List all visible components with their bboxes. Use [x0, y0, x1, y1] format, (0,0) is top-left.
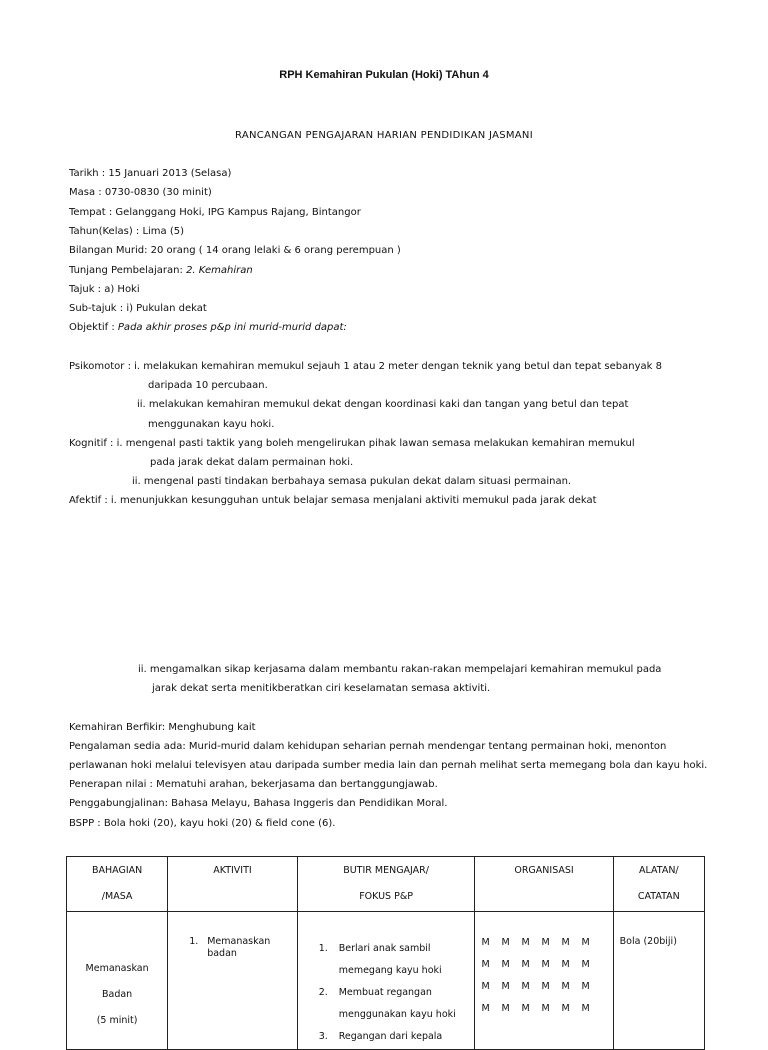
info-tempat: Tempat : Gelanggang Hoki, IPG Kampus Rajang, Bintangor — [69, 207, 361, 218]
butir-item — [319, 938, 474, 982]
header-organisasi — [475, 857, 613, 912]
bahagian-line1: Memanaskan — [85, 963, 149, 974]
player-marker: M — [561, 959, 570, 970]
header-aktiviti — [168, 857, 298, 912]
aktiviti-item — [189, 936, 296, 960]
psikomotor-2a: ii. melakukan kemahiran memukul dekat dengan koordinasi kaki dan tangan yang betul dan tepat — [137, 399, 629, 410]
player-marker: M — [481, 1003, 490, 1014]
alatan-text: Bola (20biji) — [619, 936, 677, 947]
bspp: BSPP : Bola hoki (20), kayu hoki (20) & field cone (6). — [69, 818, 336, 829]
afektif-2a: ii. mengamalkan sikap kerjasama dalam membantu rakan-rakan mempelajari kemahiran memukul pada — [138, 664, 662, 675]
kognitif-1b: pada jarak dekat dalam permainan hoki. — [150, 457, 354, 468]
player-marker: M — [581, 1003, 590, 1014]
header-butir-line2: FOKUS P&P — [359, 891, 413, 902]
pengalaman-line-2: perlawanan hoki melalui televisyen atau daripada sumber media lain dan pernah melihat serta memegang bola dan kayu hoki. — [69, 760, 708, 771]
objektif-label: Objektif : — [69, 322, 115, 333]
player-marker: M — [501, 981, 510, 992]
player-marker: M — [501, 1003, 510, 1014]
player-marker: M — [541, 981, 550, 992]
player-marker: M — [481, 981, 490, 992]
aktiviti-number: 1. — [189, 936, 199, 947]
document-title: RPH Kemahiran Pukulan (Hoki) TAhun 4 — [279, 69, 489, 81]
info-tajuk: Tajuk : a) Hoki — [69, 284, 140, 295]
player-marker: M — [561, 1003, 570, 1014]
butir-line1: Berlari anak sambil — [338, 943, 431, 954]
header-alatan-line2: CATATAN — [637, 891, 680, 902]
player-marker: M — [521, 959, 530, 970]
header-alatan — [613, 857, 704, 912]
butir-line2: menggunakan kayu hoki — [338, 1009, 456, 1020]
info-tahun: Tahun(Kelas) : Lima (5) — [69, 226, 185, 237]
player-marker: M — [501, 959, 510, 970]
player-marker: M — [561, 981, 570, 992]
butir-item — [319, 1026, 474, 1048]
organisasi-formation — [476, 913, 611, 1014]
penggabungjalinan: Penggabungjalinan: Bahasa Melayu, Bahasa Inggeris dan Pendidikan Moral. — [69, 798, 448, 809]
psikomotor-2b: menggunakan kayu hoki. — [148, 419, 275, 430]
pengalaman-line-1: Pengalaman sedia ada: Murid-murid dalam kehidupan seharian pernah mendengar tentang permainan hoki, menonton — [69, 741, 667, 752]
bahagian-line2: Badan — [101, 989, 133, 1000]
psikomotor-1b: daripada 10 percubaan. — [148, 380, 268, 391]
header-organisasi-text: ORGANISASI — [514, 865, 574, 876]
header-bahagian — [67, 857, 168, 912]
tunjang-label: Tunjang Pembelajaran: — [69, 265, 183, 276]
info-tunjang — [69, 264, 253, 278]
header-bahagian-line1: BAHAGIAN — [91, 865, 143, 876]
info-masa: Masa : 0730-0830 (30 minit) — [69, 187, 212, 198]
info-subtajuk: Sub-tajuk : i) Pukulan dekat — [69, 303, 207, 314]
aktiviti-text: Memanaskan badan — [207, 936, 271, 959]
butir-number: 1. — [318, 943, 328, 954]
player-marker: M — [541, 937, 550, 948]
butir-number: 2. — [318, 987, 328, 998]
info-objektif — [69, 321, 347, 335]
player-marker: M — [541, 1003, 550, 1014]
bahagian-line3: (5 minit) — [96, 1015, 138, 1026]
table-row — [67, 912, 705, 1050]
afektif-2b: jarak dekat serta menitikberatkan ciri keselamatan semasa aktiviti. — [152, 683, 491, 694]
penerapan-nilai: Penerapan nilai : Mematuhi arahan, bekerjasama dan bertanggungjawab. — [69, 779, 438, 790]
player-marker: M — [521, 937, 530, 948]
kognitif-2: ii. mengenal pasti tindakan berbahaya semasa pukulan dekat dalam situasi permainan. — [132, 476, 572, 487]
cell-bahagian — [67, 912, 168, 1050]
butir-line1: Regangan dari kepala — [338, 1031, 443, 1042]
player-marker: M — [581, 981, 590, 992]
cell-butir — [297, 912, 475, 1050]
butir-number: 3. — [318, 1031, 328, 1042]
header-bahagian-line2: /MASA — [101, 891, 133, 902]
cell-aktiviti — [168, 912, 298, 1050]
tunjang-value: 2. Kemahiran — [186, 265, 253, 276]
player-marker: M — [501, 937, 510, 948]
player-marker: M — [521, 1003, 530, 1014]
kognitif-1a: Kognitif : i. mengenal pasti taktik yang boleh mengelirukan pihak lawan semasa melakukan kemahiran memukul — [69, 438, 635, 449]
lesson-plan-table — [66, 856, 705, 1050]
info-bilangan: Bilangan Murid: 20 orang ( 14 orang lelaki & 6 orang perempuan ) — [69, 245, 401, 256]
player-marker: M — [481, 959, 490, 970]
info-tarikh: Tarikh : 15 Januari 2013 (Selasa) — [69, 168, 232, 179]
player-marker: M — [481, 937, 490, 948]
table-header-row — [67, 857, 705, 912]
header-butir — [297, 857, 475, 912]
player-marker: M — [581, 937, 590, 948]
cell-alatan — [613, 912, 704, 1050]
cell-organisasi — [475, 912, 613, 1050]
header-butir-line1: BUTIR MENGAJAR/ — [343, 865, 429, 876]
butir-item — [319, 982, 474, 1026]
psikomotor-1a: Psikomotor : i. melakukan kemahiran memukul sejauh 1 atau 2 meter dengan teknik yang betul dan tepat sebanyak 8 — [69, 361, 662, 372]
afektif-1: Afektif : i. menunjukkan kesungguhan untuk belajar semasa menjalani aktiviti memukul pada jarak dekat — [69, 495, 597, 506]
objektif-value: Pada akhir proses p&p ini murid-murid dapat: — [117, 322, 347, 333]
document-subtitle: RANCANGAN PENGAJARAN HARIAN PENDIDIKAN JASMANI — [235, 130, 533, 141]
player-marker: M — [521, 981, 530, 992]
butir-line1: Membuat regangan — [338, 987, 432, 998]
butir-line2: memegang kayu hoki — [338, 965, 442, 976]
header-alatan-line1: ALATAN/ — [638, 865, 679, 876]
player-marker: M — [561, 937, 570, 948]
header-aktiviti-text: AKTIVITI — [213, 865, 252, 876]
kemahiran-berfikir: Kemahiran Berfikir: Menghubung kait — [69, 722, 256, 733]
player-marker: M — [581, 959, 590, 970]
player-marker: M — [541, 959, 550, 970]
